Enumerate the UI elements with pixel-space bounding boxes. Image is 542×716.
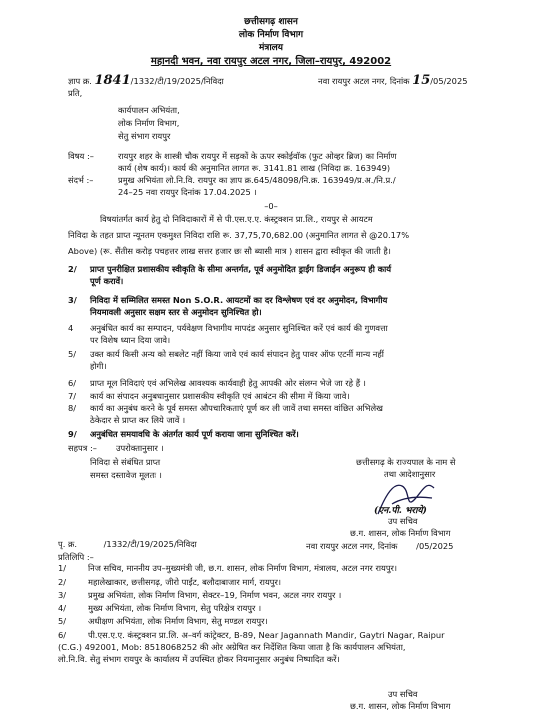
copy-memo-date <box>306 541 453 552</box>
reference-line-1: प्रमुख अभियंता लो.नि.वि. रायपुर का ज्ञाप क्र.645/48098/नि.क्र. 163949/प्र.अ./नि.प्र./ <box>118 175 396 185</box>
addressee-prati: प्रति, <box>68 88 83 98</box>
condition-4-line-2: पर विशेष ध्यान दिया जावे। <box>90 335 171 345</box>
memo-date <box>318 73 468 88</box>
condition-5-line-1: उक्त कार्य किसी अन्य को सबलेट नहीं किया जावे एवं कार्य संपादन हेतु पावर ऑफ एटर्नी मान्य नहीं <box>90 349 384 359</box>
cc-4-line-1: मुख्य अभियंता, लोक निर्माण विभाग, सेतु परिक्षेत्र रायपुर । <box>88 603 262 613</box>
condition-2-number: 2/ <box>68 264 77 274</box>
memo-number-label: ज्ञाप क्र. <box>68 76 92 86</box>
condition-8-line-1: कार्य का अनुबंध करने के पूर्व समस्त औपचारिकताएं पूर्ण कर ली जावें तथा समस्त वांछित अभिलेख <box>90 403 383 413</box>
cc-6-line-3: लो.नि.वि. सेतु संभाग रायपुर के कार्यालय में उपस्थित होकर नियमानुसार अनुबंध निष्पादित करें। <box>58 654 340 664</box>
paragraph-line-1: विषयांतर्गत कार्य हेतु दो निविदाकारों में से पी.एस.ए.ए. कंस्ट्रक्शन प्रा.लि., रायपुर से आयटम <box>100 214 373 224</box>
copy-memo-number <box>58 539 197 550</box>
subject-line-2: कार्य (शेष कार्य)। कार्य की अनुमानित लागत रू. 3141.81 लाख (निविदा क्र. 163949) <box>118 163 391 173</box>
cc-6-number: 6/ <box>58 630 67 640</box>
copy-memo-place-date-label: नवा रायपुर अटल नगर, दिनांक <box>306 541 398 551</box>
header-government: छत्तीसगढ़ शासन <box>244 17 298 27</box>
condition-7-line-1: कार्य का संपादन अनुबधानुसार प्रशासकीय स्वीकृति एवं आबंटन की सीमा में किया जावे। <box>90 391 350 401</box>
copy-memo-date-rest: /05/2025 <box>416 541 454 551</box>
copy-memo-number-rest: /1332/टी/19/2025/निविदा <box>103 539 197 549</box>
paragraph-line-2: निविदा के तहत प्राप्त न्यूनतम एकमुश्त निविदा राशि रू. 37,75,70,682.00 (अनुमानित लागत से @20.17% <box>68 230 410 240</box>
header-ministry: मंत्रालय <box>258 43 283 53</box>
cc-1-number: 1/ <box>58 563 67 573</box>
addressee-line-2: लोक निर्माण विभाग, <box>118 118 180 128</box>
signature-department: छ.ग. शासन, लोक निर्माण विभाग <box>350 528 451 538</box>
signatory-name-handwritten: (एन.पी. भराये) <box>374 506 427 516</box>
memo-place-date-label: नवा रायपुर अटल नगर, दिनांक <box>318 76 410 86</box>
condition-8-line-2: ठेकेदार से प्राप्त कर लिये जावें । <box>90 415 186 425</box>
cc-1-line-1: निज सचिव, माननीय उप–मुख्यमंत्री जी, छ.ग. शासन, लोक निर्माण विभाग, मंत्रालय, अटल नगर रायपुर। <box>88 563 398 573</box>
reference-line-2: 24–25 नवा रायपुर दिनांक 17.04.2025 । <box>118 187 257 197</box>
condition-6-line-1: प्राप्त मूल निविदाएं एवं अभिलेख आवश्यक कार्यवाही हेतु आपकी ओर संलग्न भेजे जा रहे हैं । <box>90 378 366 388</box>
condition-4-line-1: अनुबंधित कार्य का सम्पादन, पर्यवेक्षण विभागीय मापदंड अनुसार सुनिश्चित करें एवं कार्य की गुणवत्ता <box>90 323 388 333</box>
condition-5-number: 5/ <box>68 349 77 359</box>
signature-authority-line-2: तथा आदेशानुसार <box>384 469 436 479</box>
condition-4-number: 4 <box>68 323 74 333</box>
memo-number-rest: /1332/टी/19/2025/निविदा <box>130 76 224 86</box>
condition-9-line-1: अनुबंधित समयावधि के अंतर्गत कार्य पूर्ण कराया जाना सुनिश्चित करें। <box>90 429 299 439</box>
cc-5-number: 5/ <box>58 616 67 626</box>
memo-date-rest: /05/2025 <box>430 76 468 86</box>
cc-2-line-1: महालेखाकार, छत्तीसगढ़, जीरो पाईंट, बलौदाबाजार मार्ग, रायपुर। <box>88 577 282 587</box>
condition-3-line-2: नियमावली अनुसार सक्षम स्तर से अनुमोदन सुनिश्चित हो। <box>90 307 262 317</box>
condition-2-line-1: प्राप्त पुनरीक्षित प्रशासकीय स्वीकृति के सीमा अन्तर्गत, पूर्व अनुमोदित ड्राईंग डिजाईन अनुरूप ही कार्य <box>90 264 392 274</box>
paragraph-line-3: Above) (रू. सैंतीस करोड़ पचहत्तर लाख सत्तर हजार छः सौ ब्यासी मात्र ) शासन द्वारा स्वीकृत की जाती है। <box>68 246 391 256</box>
subject-label: विषय :– <box>68 151 94 161</box>
footer-designation: उप सचिव <box>388 689 418 699</box>
condition-3-number: 3/ <box>68 295 77 305</box>
cc-6-line-2: (C.G.) 492001, Mob: 8518068252 की ओर अग्रेषित कर निर्देशित किया जाता है कि कार्यपालन अभियंता, <box>58 642 406 652</box>
enclosure-line-1: उपरोक्तानुसार । <box>116 443 164 453</box>
addressee-line-3: सेतु संभाग रायपुर <box>118 131 171 141</box>
copy-memo-number-label: पृ. क्र. <box>58 539 77 549</box>
cc-2-number: 2/ <box>58 577 67 587</box>
cc-3-number: 3/ <box>58 590 67 600</box>
condition-3-line-1: निविदा में सम्मिलित समस्त Non S.O.R. आयटमों का दर विश्लेषण एवं दर अनुमोदन, विभागीय <box>90 295 388 305</box>
memo-date-handwritten: 15 <box>412 73 431 88</box>
condition-2-line-2: पूर्ण करावें। <box>90 276 124 286</box>
condition-8-number: 8/ <box>68 403 77 413</box>
header-department: लोक निर्माण विभाग <box>238 30 304 40</box>
subject-line-1: रायपुर शहर के शास्त्री चौक रायपुर में सड़कों के ऊपर स्कोईवॉक (फुट ओव्हर ब्रिज) का निर्माण <box>118 151 397 161</box>
separator: –0– <box>264 201 278 211</box>
cc-3-line-1: प्रमुख अभियंता, लोक निर्माण विभाग, सेक्टर–19, निर्माण भवन, अटल नगर रायपुर । <box>88 590 342 600</box>
enclosure-line-2: निविदा से संबंधित प्राप्त <box>90 457 161 467</box>
copy-label: प्रतिलिपि :– <box>58 552 94 562</box>
cc-6-line-1: पी.एस.ए.ए. कंस्ट्रक्शन प्रा.लि. अ–वर्ग कांट्रेक्टर, B-89, Near Jagannath Mandir, Gaytri Nagar, Raipur <box>88 630 445 640</box>
signature-designation: उप सचिव <box>388 516 418 526</box>
header-address: महानदी भवन, नवा रायपुर अटल नगर, जिला–रायपुर, 492002 <box>150 56 392 67</box>
addressee-line-1: कार्यपालन अभियंता, <box>118 105 180 115</box>
memo-number-handwritten: 1841 <box>94 73 131 88</box>
condition-9-number: 9/ <box>68 429 77 439</box>
condition-5-line-2: होगी। <box>90 361 107 371</box>
cc-5-line-1: अधीक्षण अभियंता, लोक निर्माण विभाग, सेतु मण्डल रायपुर। <box>88 616 268 626</box>
condition-7-number: 7/ <box>68 391 77 401</box>
cc-4-number: 4/ <box>58 603 67 613</box>
memo-number <box>68 73 224 88</box>
enclosure-line-3: समस्त दस्तावेज मूलतः । <box>90 470 162 480</box>
enclosure-label: सहपत्र :– <box>68 443 97 453</box>
reference-label: संदर्भ :– <box>68 175 94 185</box>
condition-6-number: 6/ <box>68 378 77 388</box>
signature-authority-line-1: छत्तीसगढ़ के राज्यपाल के नाम से <box>356 457 456 467</box>
footer-department: छ.ग. शासन, लोक निर्माण विभाग <box>350 701 451 711</box>
